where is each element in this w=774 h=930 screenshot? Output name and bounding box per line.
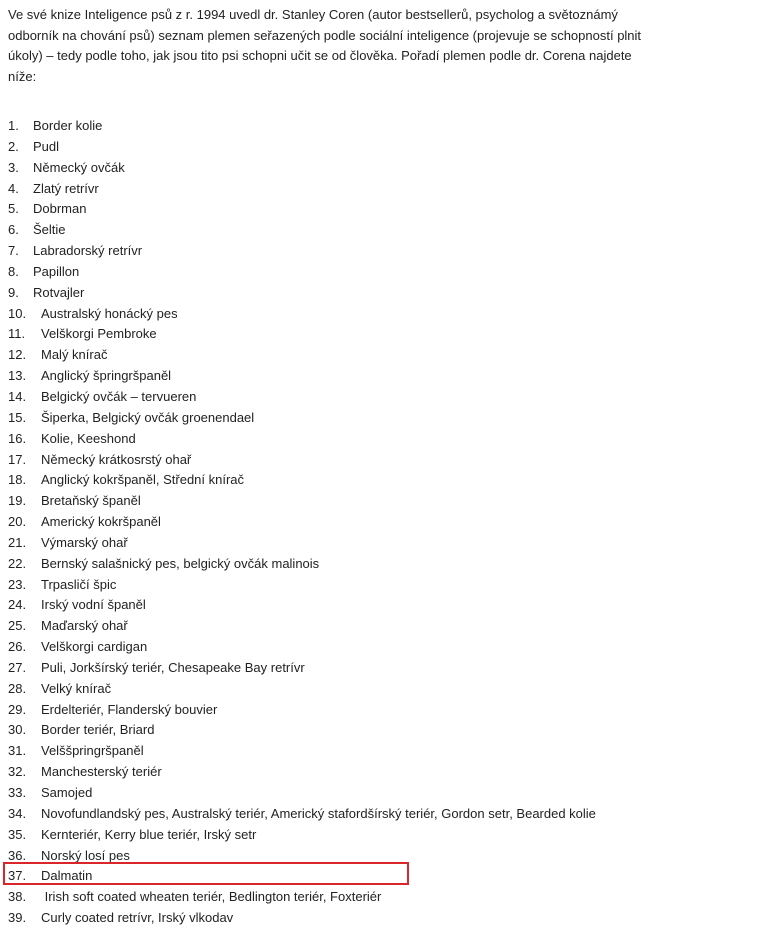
rank-number: 32. bbox=[8, 764, 27, 780]
list-item bbox=[8, 700, 596, 721]
breed-name: Bretaňský španěl bbox=[41, 493, 141, 509]
list-item bbox=[8, 179, 596, 200]
breed-name: Kolie, Keeshond bbox=[41, 430, 136, 446]
breed-name: Zlatý retrívr bbox=[33, 180, 99, 196]
breed-name: Výmarský ohař bbox=[41, 534, 128, 550]
rank-number: 29. bbox=[8, 701, 27, 717]
rank-number: 30. bbox=[8, 722, 27, 738]
rank-number: 3. bbox=[8, 159, 19, 175]
list-item bbox=[8, 324, 596, 345]
list-item bbox=[8, 450, 596, 471]
intro-paragraph: Ve své knize Inteligence psů z r. 1994 uvedl dr. Stanley Coren (autor bestsellerů, psycholog a světoznámý odborník na chování psů) seznam plemen seřazených podle sociální inteligence (projevuje se schopností plnit úkoly) – tedy podle toho, jak jsou tito psi schopni učit se od člověka. Pořadí plemen podle dr. Corena najdete níže: bbox=[8, 7, 642, 84]
breed-name: Border kolie bbox=[33, 118, 103, 133]
list-item bbox=[8, 658, 596, 679]
breed-name: Anglický kokršpaněl, Střední knírač bbox=[41, 472, 245, 488]
breed-name: Erdelteriér, Flanderský bouvier bbox=[41, 701, 218, 717]
list-item bbox=[8, 283, 596, 304]
list-item bbox=[8, 470, 596, 491]
rank-number: 17. bbox=[8, 451, 27, 467]
rank-number: 6. bbox=[8, 222, 19, 238]
list-item bbox=[8, 345, 596, 366]
breed-name: Německý ovčák bbox=[33, 159, 125, 175]
breed-name: Rotvajler bbox=[33, 284, 85, 300]
list-item bbox=[8, 387, 596, 408]
list-item bbox=[8, 783, 596, 804]
breed-name: Malý knírač bbox=[41, 347, 108, 363]
rank-number: 1. bbox=[8, 118, 19, 133]
list-item bbox=[8, 741, 596, 762]
rank-number: 11. bbox=[8, 326, 26, 342]
breed-ranking-list bbox=[8, 116, 596, 929]
list-item bbox=[8, 533, 596, 554]
rank-number: 22. bbox=[8, 555, 27, 571]
breed-name: Norský losí pes bbox=[41, 847, 130, 863]
breed-name: Americký kokršpaněl bbox=[41, 514, 161, 530]
rank-number: 28. bbox=[8, 680, 27, 696]
breed-name: Šiperka, Belgický ovčák groenendael bbox=[41, 409, 255, 425]
rank-number: 35. bbox=[8, 826, 27, 842]
rank-number: 23. bbox=[8, 576, 27, 592]
rank-number: 33. bbox=[8, 785, 27, 800]
breed-name: Kernteriér, Kerry blue teriér, Irský setr bbox=[41, 826, 257, 842]
breed-name: Papillon bbox=[33, 263, 80, 279]
list-item bbox=[8, 762, 596, 783]
breed-name: Labradorský retrívr bbox=[33, 243, 143, 259]
rank-number: 25. bbox=[8, 618, 27, 634]
breed-name: Anglický špringršpaněl bbox=[41, 368, 172, 384]
list-item bbox=[8, 137, 596, 158]
list-item bbox=[8, 241, 596, 262]
breed-name: Border teriér, Briard bbox=[41, 722, 155, 738]
breed-name: Velškorgi Pembroke bbox=[41, 326, 157, 342]
breed-name: Bernský salašnický pes, belgický ovčák malinois bbox=[41, 555, 320, 571]
rank-number: 10. bbox=[8, 305, 27, 321]
rank-number: 24. bbox=[8, 597, 27, 613]
rank-number: 18. bbox=[8, 472, 27, 488]
rank-number: 38. bbox=[8, 889, 27, 905]
rank-number: 31. bbox=[8, 743, 27, 759]
rank-number: 27. bbox=[8, 659, 27, 675]
list-item bbox=[8, 866, 596, 887]
breed-name: Velký knírač bbox=[41, 680, 112, 696]
list-item bbox=[8, 220, 596, 241]
list-item bbox=[8, 158, 596, 179]
list-item bbox=[8, 116, 596, 137]
rank-number: 21. bbox=[8, 534, 27, 550]
rank-number: 9. bbox=[8, 284, 19, 300]
list-item bbox=[8, 887, 596, 908]
rank-number: 7. bbox=[8, 243, 19, 259]
rank-number: 26. bbox=[8, 639, 27, 655]
list-item bbox=[8, 429, 596, 450]
rank-number: 19. bbox=[8, 493, 27, 509]
breed-name: Samojed bbox=[41, 785, 93, 800]
list-item bbox=[8, 512, 596, 533]
rank-number: 8. bbox=[8, 263, 19, 279]
list-item bbox=[8, 846, 596, 867]
breed-name: Velššpringršpaněl bbox=[41, 743, 144, 759]
breed-name: Curly coated retrívr, Irský vlkodav bbox=[41, 910, 234, 926]
rank-number: 20. bbox=[8, 514, 27, 530]
breed-name: Pudl bbox=[33, 138, 60, 154]
list-item bbox=[8, 262, 596, 283]
rank-number: 5. bbox=[8, 201, 19, 217]
list-item bbox=[8, 804, 596, 825]
breed-name: Velškorgi cardigan bbox=[41, 639, 148, 655]
rank-number: 13. bbox=[8, 368, 27, 384]
list-item bbox=[8, 554, 596, 575]
list-item bbox=[8, 366, 596, 387]
list-item bbox=[8, 825, 596, 846]
breed-name: Irský vodní španěl bbox=[41, 597, 146, 613]
rank-number: 12. bbox=[8, 347, 27, 363]
list-item bbox=[8, 491, 596, 512]
breed-name: Novofundlandský pes, Australský teriér, Americký stafordšírský teriér, Gordon setr, Bearded kolie bbox=[41, 805, 596, 821]
rank-number: 14. bbox=[8, 388, 27, 404]
list-item bbox=[8, 199, 596, 220]
breed-name: Australský honácký pes bbox=[41, 305, 178, 321]
list-item bbox=[8, 408, 596, 429]
breed-name: Dobrman bbox=[33, 201, 87, 217]
breed-name: Maďarský ohař bbox=[41, 618, 128, 634]
breed-name: Puli, Jorkšírský teriér, Chesapeake Bay retrívr bbox=[41, 659, 305, 675]
breed-name: Manchesterský teriér bbox=[41, 764, 162, 780]
list-item bbox=[8, 637, 596, 658]
rank-number: 15. bbox=[8, 409, 27, 425]
rank-number: 34. bbox=[8, 805, 27, 821]
rank-number: 36. bbox=[8, 847, 27, 863]
rank-number: 16. bbox=[8, 430, 27, 446]
rank-number: 2. bbox=[8, 138, 19, 154]
breed-name: Irish soft coated wheaten teriér, Bedlington teriér, Foxteriér bbox=[41, 889, 382, 905]
rank-number: 4. bbox=[8, 180, 19, 196]
list-item bbox=[8, 595, 596, 616]
rank-number: 39. bbox=[8, 910, 27, 926]
rank-number: 37. bbox=[8, 868, 27, 884]
list-item bbox=[8, 575, 596, 596]
breed-name: Dalmatin bbox=[41, 868, 93, 884]
list-item bbox=[8, 616, 596, 637]
breed-name: Šeltie bbox=[33, 222, 66, 238]
breed-name: Německý krátkosrstý ohař bbox=[41, 451, 192, 467]
list-item bbox=[8, 304, 596, 325]
list-item bbox=[8, 679, 596, 700]
breed-name: Trpasličí špic bbox=[41, 576, 117, 592]
list-item bbox=[8, 720, 596, 741]
list-item bbox=[8, 908, 596, 929]
breed-name: Belgický ovčák – tervueren bbox=[41, 388, 197, 404]
